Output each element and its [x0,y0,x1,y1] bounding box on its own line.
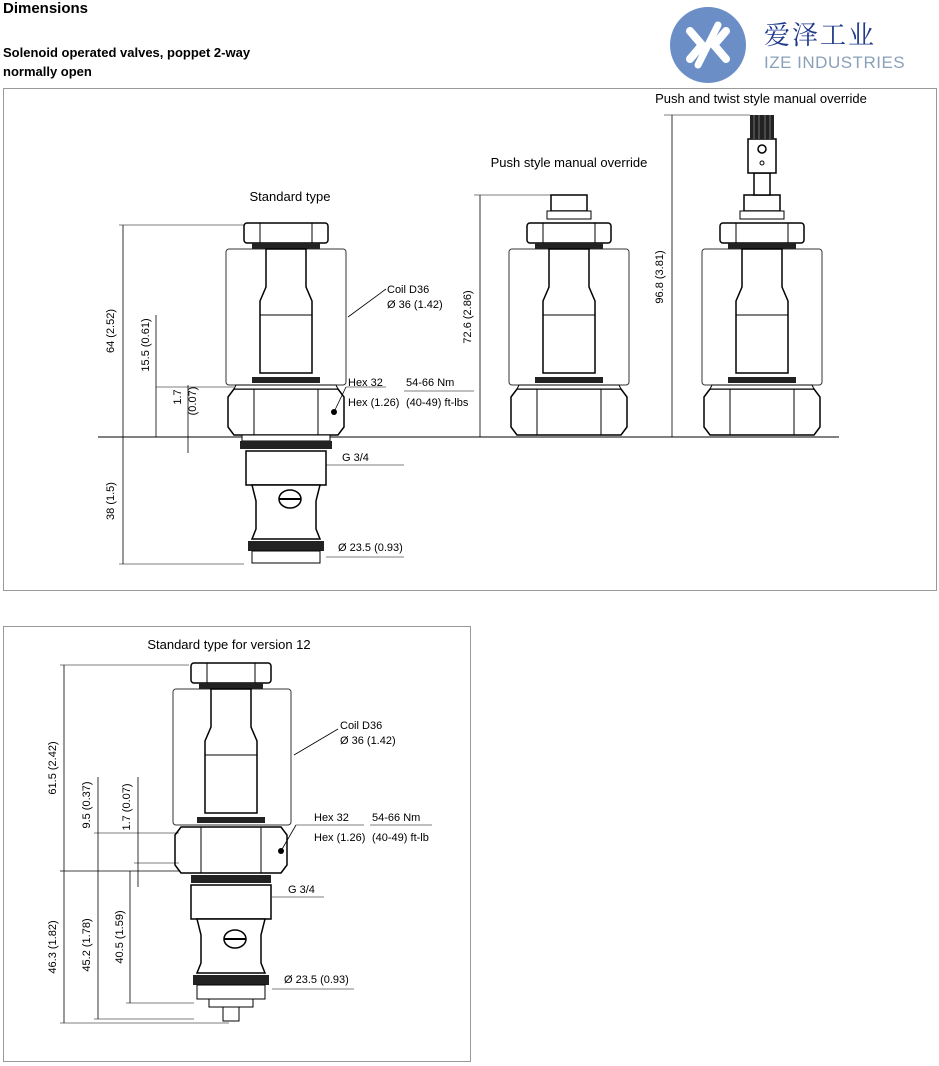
dim-9-5: 9.5 (0.37) [81,781,93,829]
valve-version-12 [173,663,291,1021]
coil-label-2: Ø 36 (1.42) [387,299,443,311]
dim-38: 38 (1.5) [105,482,117,520]
dim-72-6: 72.6 (2.86) [462,290,474,344]
torque-label-b-1: 54-66 Nm [372,812,421,824]
valve-standard [226,223,346,563]
hex-label-b-2: Hex (1.26) [314,832,366,844]
valve-push-style [509,195,629,435]
valve-push-twist [702,115,822,435]
dim-64: 64 (2.52) [105,308,117,354]
torque-label-2: (40-49) ft-lbs [406,397,469,409]
logo-text-cn: 爱泽工业 [764,20,877,50]
dim-1-7: 1.7 [172,389,184,405]
dim-96-8: 96.8 (3.81) [654,250,666,304]
coil-label-b-1: Coil D36 [340,720,383,732]
top-drawing [4,89,936,590]
subtitle-line-1: Solenoid operated valves, poppet 2-way [3,45,251,60]
thread-label-b: G 3/4 [288,884,315,896]
dim-40-5: 40.5 (1.59) [114,910,126,964]
dim-0-07: (0.07) [187,386,199,416]
coil-label-1: Coil D36 [387,284,430,296]
page-title: Dimensions [3,0,89,17]
company-logo [668,5,928,85]
label-version-12: Standard type for version 12 [147,637,311,652]
dia-label-b: Ø 23.5 (0.93) [284,974,349,986]
hex-label-1: Hex 32 [348,377,383,389]
hex-label-2: Hex (1.26) [348,397,400,409]
bottom-drawing-panel [3,626,471,1062]
top-drawing-panel [3,88,937,591]
torque-label-b-2: (40-49) ft-lb [372,832,429,844]
dia-label: Ø 23.5 (0.93) [338,542,403,554]
dim-46-3: 46.3 (1.82) [47,920,59,974]
label-standard-type: Standard type [249,189,331,204]
dim-45-2: 45.2 (1.78) [81,918,93,972]
thread-label: G 3/4 [342,452,369,464]
label-push-twist: Push and twist style manual override [655,91,867,106]
logo-icon [668,5,758,85]
dim-1-7-b: 1.7 (0.07) [121,783,133,831]
logo-text-en: IZE INDUSTRIES [764,53,906,72]
bottom-drawing [4,627,470,1061]
subtitle-line-2: normally open [3,64,92,79]
dim-61-5: 61.5 (2.42) [47,741,59,795]
dim-15-5: 15.5 (0.61) [140,318,152,372]
torque-label-1: 54-66 Nm [406,377,455,389]
coil-label-b-2: Ø 36 (1.42) [340,735,396,747]
page-subtitle [3,43,250,81]
label-push-style: Push style manual override [490,155,648,170]
hex-label-b-1: Hex 32 [314,812,349,824]
